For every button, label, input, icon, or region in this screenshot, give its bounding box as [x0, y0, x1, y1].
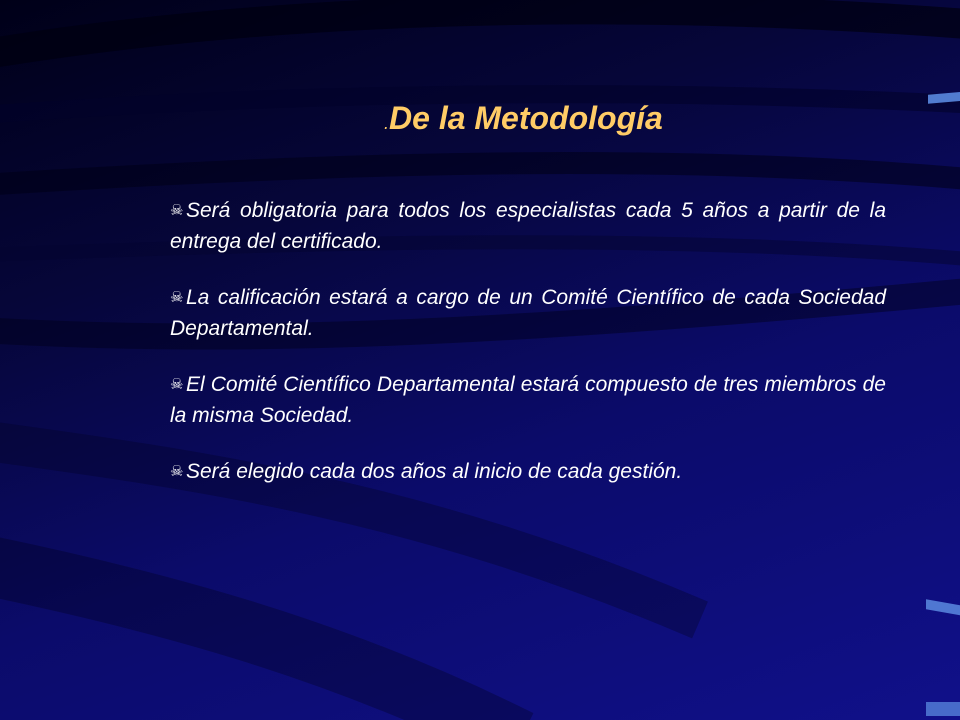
- bullet-text: El Comité Científico Departamental estará compuesto de tres miembros de la misma Sociedad.: [170, 373, 886, 427]
- skull-crossbones-icon: ☠: [170, 289, 184, 306]
- bullet-item: [170, 369, 886, 431]
- bullet-text: Será obligatoria para todos los especialistas cada 5 años a partir de la entrega del certificado.: [170, 199, 886, 253]
- bullet-item: [170, 282, 886, 344]
- skull-crossbones-icon: ☠: [170, 202, 184, 219]
- accent-stripe: [926, 599, 960, 615]
- skull-crossbones-icon: ☠: [170, 376, 184, 393]
- bullet-text: Será elegido cada dos años al inicio de cada gestión.: [186, 460, 683, 483]
- bullet-list: [170, 195, 886, 487]
- slide-title: [384, 98, 663, 143]
- skull-crossbones-icon: ☠: [170, 463, 184, 480]
- bullet-item: [170, 456, 886, 487]
- title-prefix: .: [384, 113, 390, 133]
- title-text: De la Metodología: [389, 100, 663, 136]
- bullet-item: [170, 195, 886, 257]
- bullet-text: La calificación estará a cargo de un Comité Científico de cada Sociedad Departamental.: [170, 286, 886, 340]
- accent-stripe: [926, 702, 960, 716]
